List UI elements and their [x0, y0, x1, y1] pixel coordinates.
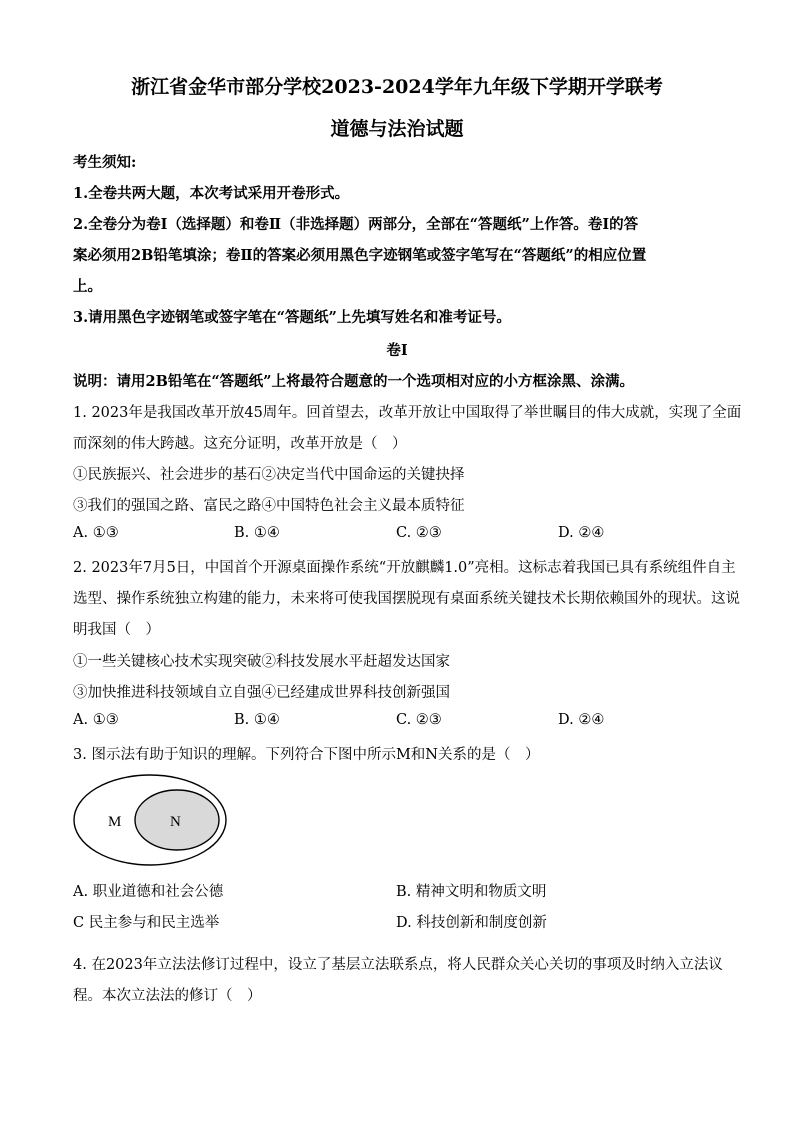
notice-item-1: 1.全卷共两大题，本次考试采用开卷形式。 — [73, 185, 350, 202]
q2-stem: 2. 2023年7月5日，中国首个开源桌面操作系统“开放麒麟1.0”亮相。这标志着我国已具有系统组件自主 — [73, 560, 736, 576]
q1-option-b: B. ①④ — [234, 525, 280, 541]
q2-stem-end: 明我国（ ） — [73, 622, 160, 638]
q3-option-b: B. 精神文明和物质文明 — [396, 884, 547, 900]
q2-statements-1: ①一些关键核心技术实现突破②科技发展水平赶超发达国家 — [73, 654, 450, 670]
q2-option-b: B. ①④ — [234, 712, 280, 728]
q4-stem: 4. 在2023年立法法修订过程中，设立了基层立法联系点，将人民群众关心关切的事项及时纳入立法议 — [73, 957, 723, 973]
q1-stem-cont: 而深刻的伟大跨越。这充分证明，改革开放是（ ） — [73, 436, 407, 452]
exam-subject: 道德与法治试题 — [330, 118, 464, 140]
label-m: M — [108, 814, 122, 830]
q1-option-a: A. ①③ — [73, 525, 119, 541]
q2-statements-2: ③加快推进科技领域自立自强④已经建成世界科技创新强国 — [73, 685, 450, 701]
q3-option-d: D. 科技创新和制度创新 — [396, 915, 547, 931]
mn-diagram — [72, 772, 232, 868]
notice-item-2-end: 上。 — [73, 278, 102, 295]
notice-heading: 考生须知: — [73, 154, 137, 171]
q1-option-d: D. ②④ — [558, 525, 605, 541]
section-title: 卷Ⅰ — [386, 342, 408, 359]
exam-title: 浙江省金华市部分学校2023-2024学年九年级下学期开学联考 — [131, 76, 663, 98]
q2-option-c: C. ②③ — [396, 712, 442, 728]
q1-statements-1: ①民族振兴、社会进步的基石②决定当代中国命运的关键抉择 — [73, 467, 465, 483]
notice-item-3: 3.请用黑色字迹钢笔或签字笔在“答题纸”上先填写姓名和准考证号。 — [73, 309, 511, 326]
section-instruction: 说明：请用2B铅笔在“答题纸”上将最符合题意的一个选项相对应的小方框涂黑、涂满。 — [73, 373, 635, 390]
notice-item-2-cont: 案必须用2B铅笔填涂；卷Ⅱ的答案必须用黑色字迹钢笔或签字笔写在“答题纸”的相应位置 — [73, 247, 647, 264]
q3-option-a: A. 职业道德和社会公德 — [73, 884, 224, 900]
q4-stem-cont: 程。本次立法法的修订（ ） — [73, 988, 262, 1004]
label-n: N — [170, 814, 181, 830]
notice-item-2: 2.全卷分为卷Ⅰ（选择题）和卷Ⅱ（非选择题）两部分，全部在“答题纸”上作答。卷Ⅰ的答 — [73, 216, 639, 233]
q1-statements-2: ③我们的强国之路、富民之路④中国特色社会主义最本质特征 — [73, 498, 465, 514]
q3-stem: 3. 图示法有助于知识的理解。下列符合下图中所示M和N关系的是（ ） — [73, 747, 540, 763]
q3-option-c: C 民主参与和民主选举 — [73, 915, 220, 931]
q2-stem-cont: 选型、操作系统独立构建的能力，未来将可使我国摆脱现有桌面系统关键技术长期依赖国外的现状。这说 — [73, 591, 740, 607]
q1-option-c: C. ②③ — [396, 525, 442, 541]
q1-stem: 1. 2023年是我国改革开放45周年。回首望去，改革开放让中国取得了举世瞩目的伟大成就，实现了全面 — [73, 405, 742, 421]
q2-option-d: D. ②④ — [558, 712, 605, 728]
q2-option-a: A. ①③ — [73, 712, 119, 728]
